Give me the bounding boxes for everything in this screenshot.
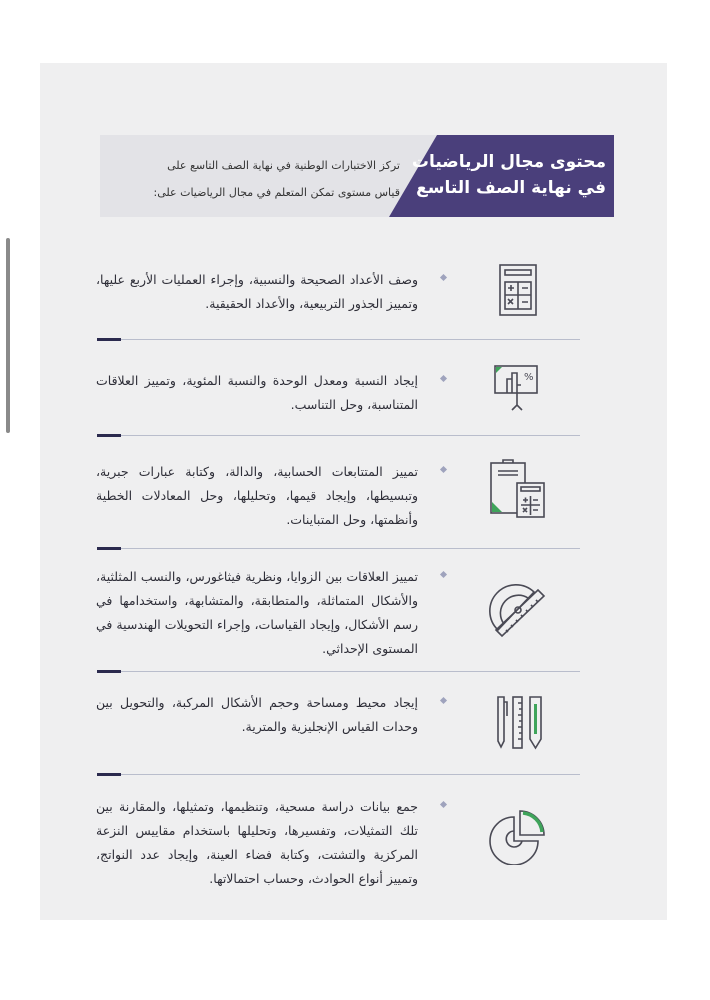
pen-ruler-pencil-icon [488,692,548,752]
divider [97,774,580,775]
intro-line-1: تركز الاختبارات الوطنية في نهاية الصف التاسع على [167,159,400,172]
item-text: إيجاد النسبة ومعدل الوحدة والنسبة المئوية، وتمييز العلاقات المتناسبة، وحل التناسب. [96,373,418,412]
header-banner [100,135,614,217]
divider [97,435,580,436]
divider [97,671,580,672]
item-text: تمييز العلاقات بين الزوايا، ونظرية فيثاغورس، والنسب المثلثية، والأشكال المتماثلة، والمتطابقة، والمتشابهة، واستخدامها في رسم الأشكال، وإيجاد القياسات، وإجراء التحويلات الهندسية في المستوى الإحداثي. [96,569,418,656]
pie-chart-icon [488,805,548,865]
item-text: جمع بيانات دراسة مسحية، وتنظيمها، وتمثيلها، والمقارنة بين تلك التمثيلات، وتفسيرها، وتحليلها باستخدام مقاييس النزعة المركزية والتشتت، وكتابة فضاء العينة، وإيجاد عدد النواتج، وتمييز أنواع الحوادث، وحساب احتمالاتها. [96,799,418,886]
divider [97,548,580,549]
intro-line-2: قياس مستوى تمكن المتعلم في مجال الرياضيات على: [153,186,400,199]
clipboard-calculator-icon [488,458,548,518]
scrollbar[interactable] [6,238,10,433]
calculator-icon [488,262,548,322]
divider [97,339,580,340]
protractor-ruler-icon [488,578,548,638]
page-title [406,149,606,201]
title-line-2: في نهاية الصف التاسع [416,178,606,198]
item-text: إيجاد محيط ومساحة وحجم الأشكال المركبة، والتحويل بين وحدات القياس الإنجليزية والمترية. [96,695,418,734]
item-text: تمييز المتتابعات الحسابية، والدالة، وكتابة عبارات جبرية، وتبسيطها، وإيجاد قيمها، وتحليلها، وحل المعادلات الخطية وأنظمتها، وحل المتباينات. [96,464,418,527]
title-line-1: محتوى مجال الرياضيات [411,152,606,172]
percent-chart-board-icon [488,360,548,420]
intro-text [100,152,400,206]
item-text: وصف الأعداد الصحيحة والنسبية، وإجراء العمليات الأربع عليها، وتمييز الجذور التربيعية، والأعداد الحقيقية. [96,272,418,311]
svg-text:%: % [524,372,534,383]
